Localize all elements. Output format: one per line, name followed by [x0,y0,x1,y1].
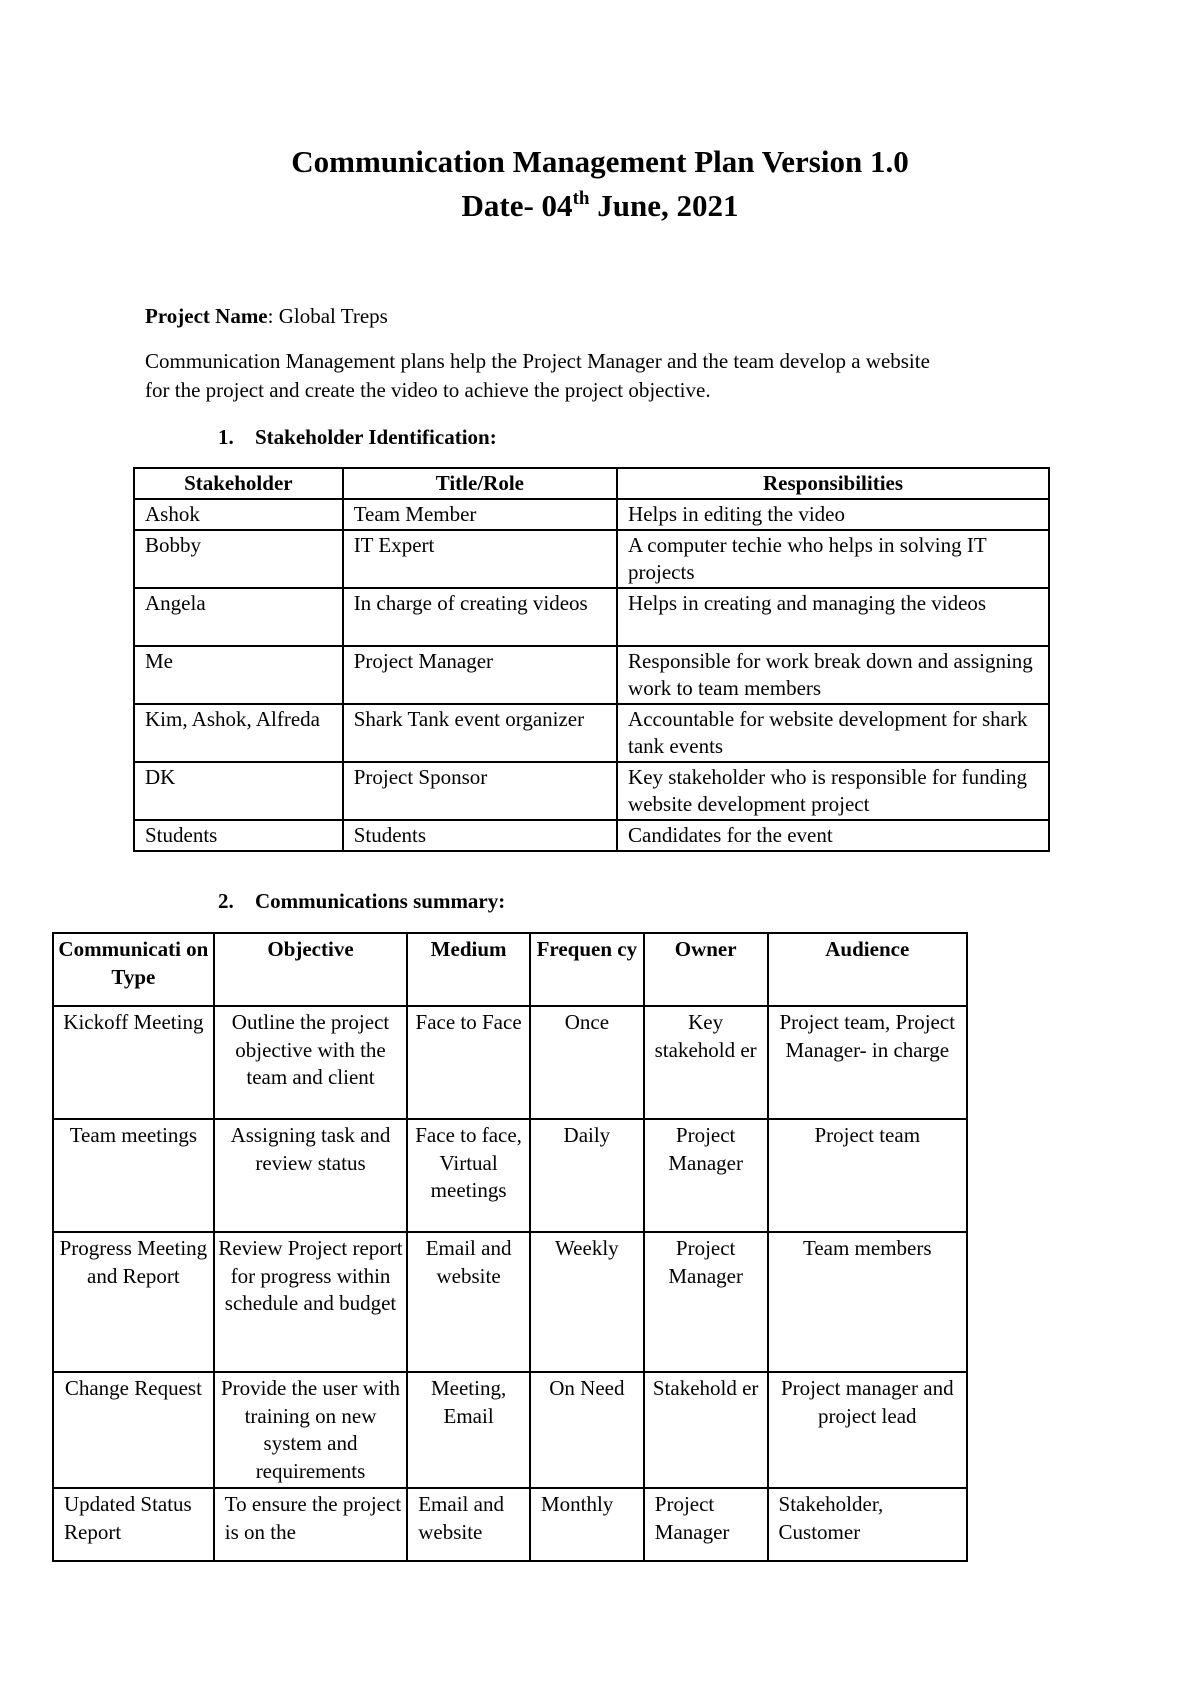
intro-line-2: for the project and create the video to achieve the project objective. [145,378,711,402]
cell-owner: Project Manager [644,1232,768,1372]
cell-responsibility: A computer techie who helps in solving IT projects [617,530,1049,588]
table-row [53,1119,967,1232]
section-title: Stakeholder Identification: [255,425,497,449]
cell-role: IT Expert [343,530,617,588]
cell-role: Project Manager [343,646,617,704]
cell-objective: Review Project report for progress within schedule and budget [214,1232,407,1372]
cell-medium: Email and website [407,1488,530,1561]
project-name-line [145,302,1065,331]
table-row [134,588,1049,646]
project-name-label: Project Name [145,304,268,328]
section-heading-communications [218,889,505,914]
cell-medium: Face to Face [407,1006,530,1119]
cell-frequency: On Need [530,1372,644,1488]
table-row [134,646,1049,704]
cell-role: Shark Tank event organizer [343,704,617,762]
cell-frequency: Monthly [530,1488,644,1561]
table-row [53,1006,967,1119]
cell-type: Change Request [53,1372,214,1488]
communications-table [52,932,968,1562]
cell-objective: Outline the project objective with the team and client [214,1006,407,1119]
cell-responsibility: Key stakeholder who is responsible for funding website development project [617,762,1049,820]
cell-owner: Stakehold er [644,1372,768,1488]
section-title: Communications summary: [255,889,506,913]
cell-frequency: Weekly [530,1232,644,1372]
cell-type: Team meetings [53,1119,214,1232]
cell-owner: Project Manager [644,1119,768,1232]
header-owner: Owner [644,933,768,1006]
header-responsibilities: Responsibilities [617,468,1049,499]
header-audience: Audience [768,933,967,1006]
cell-stakeholder: Angela [134,588,343,646]
cell-medium: Meeting, Email [407,1372,530,1488]
section-number: 1. [218,425,234,449]
cell-medium: Face to face, Virtual meetings [407,1119,530,1232]
cell-objective: Assigning task and review status [214,1119,407,1232]
cell-responsibility: Candidates for the event [617,820,1049,851]
header-communication-type: Communicati on Type [53,933,214,1006]
header-title-role: Title/Role [343,468,617,499]
cell-role: Project Sponsor [343,762,617,820]
table-row [134,762,1049,820]
table-header-row [53,933,967,1006]
project-name-value: : Global Treps [267,304,388,328]
cell-frequency: Daily [530,1119,644,1232]
table-row [134,530,1049,588]
cell-role: Students [343,820,617,851]
header-stakeholder: Stakeholder [134,468,343,499]
cell-objective: Provide the user with training on new system and requirements [214,1372,407,1488]
cell-responsibility: Helps in creating and managing the videos [617,588,1049,646]
cell-responsibility: Helps in editing the video [617,499,1049,530]
cell-audience: Project team [768,1119,967,1232]
cell-audience: Team members [768,1232,967,1372]
cell-owner: Key stakehold er [644,1006,768,1119]
cell-stakeholder: Kim, Ashok, Alfreda [134,704,343,762]
section-number: 2. [218,889,234,913]
cell-stakeholder: Students [134,820,343,851]
table-header-row [134,468,1049,499]
header-objective: Objective [214,933,407,1006]
date-suffix: June, 2021 [589,188,739,223]
cell-medium: Email and website [407,1232,530,1372]
table-row [134,820,1049,851]
stakeholder-table [133,467,1050,852]
cell-stakeholder: Bobby [134,530,343,588]
cell-type: Kickoff Meeting [53,1006,214,1119]
cell-stakeholder: Ashok [134,499,343,530]
table-row [134,499,1049,530]
intro-paragraph [145,347,1065,405]
header-frequency: Frequen cy [530,933,644,1006]
cell-role: Team Member [343,499,617,530]
cell-frequency: Once [530,1006,644,1119]
cell-audience: Stakeholder, Customer [768,1488,967,1561]
cell-stakeholder: DK [134,762,343,820]
header-medium: Medium [407,933,530,1006]
cell-type: Progress Meeting and Report [53,1232,214,1372]
date-prefix: Date- 04 [461,188,573,223]
cell-owner: Project Manager [644,1488,768,1561]
date-line [0,190,1200,221]
cell-audience: Project team, Project Manager- in charge [768,1006,967,1119]
table-row [53,1372,967,1488]
cell-type: Updated Status Report [53,1488,214,1561]
table-row [134,704,1049,762]
title-line: Communication Management Plan Version 1.0 [291,144,909,179]
section-heading-stakeholders [218,425,497,450]
cell-stakeholder: Me [134,646,343,704]
intro-line-1: Communication Management plans help the Project Manager and the team develop a website [145,349,930,373]
cell-audience: Project manager and project lead [768,1372,967,1488]
cell-objective: To ensure the project is on the [214,1488,407,1561]
date-superscript: th [572,188,590,209]
cell-responsibility: Responsible for work break down and assigning work to team members [617,646,1049,704]
table-row [53,1488,967,1561]
document-title [0,146,1200,221]
table-row [53,1232,967,1372]
cell-responsibility: Accountable for website development for shark tank events [617,704,1049,762]
cell-role: In charge of creating videos [343,588,617,646]
